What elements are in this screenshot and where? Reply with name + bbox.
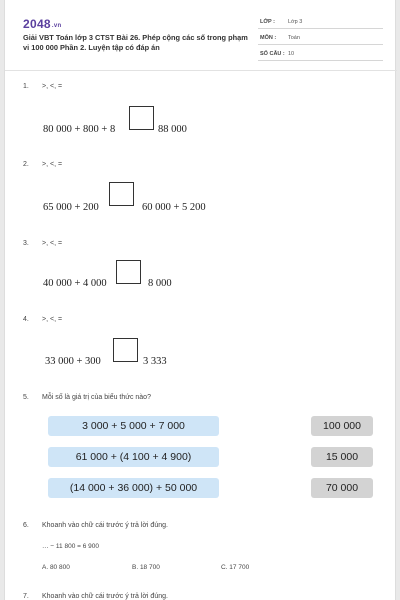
worksheet-page xyxy=(4,0,396,600)
answer-option-b[interactable]: B. 18 700 xyxy=(132,564,160,571)
question-prompt: >, <, = xyxy=(42,161,63,168)
meta-value: 10 xyxy=(288,51,295,57)
meta-value: Toán xyxy=(288,35,300,41)
meta-key: LỚP : xyxy=(260,19,275,25)
question-number: 3. xyxy=(23,240,29,247)
answer-option-a[interactable]: A. 80 800 xyxy=(42,564,70,571)
value-card[interactable]: 70 000 xyxy=(311,478,373,498)
question-number: 2. xyxy=(23,161,29,168)
value-card[interactable]: 15 000 xyxy=(311,447,373,467)
comparison-right: 88 000 xyxy=(158,124,187,135)
comparison-right: 60 000 + 5 200 xyxy=(142,202,206,213)
question-number: 7. xyxy=(23,593,29,600)
answer-box[interactable] xyxy=(113,338,138,362)
answer-box[interactable] xyxy=(116,260,141,284)
answer-box[interactable] xyxy=(129,106,154,130)
question-prompt: Khoanh vào chữ cái trước ý trả lời đúng. xyxy=(42,593,168,600)
comparison-left: 33 000 + 300 xyxy=(45,356,101,367)
logo-suffix: .vn xyxy=(51,23,62,29)
worksheet-header xyxy=(5,0,397,70)
question-prompt: Mỗi số là giá trị của biểu thức nào? xyxy=(42,394,151,401)
answer-box[interactable] xyxy=(109,182,134,206)
comparison-left: 65 000 + 200 xyxy=(43,202,99,213)
question-number: 5. xyxy=(23,394,29,401)
meta-value: Lớp 3 xyxy=(288,19,303,25)
expression-card[interactable]: 3 000 + 5 000 + 7 000 xyxy=(48,416,219,436)
meta-key: SỐ CÂU : xyxy=(260,51,285,57)
value-card[interactable]: 100 000 xyxy=(311,416,373,436)
meta-row-class xyxy=(258,15,383,29)
comparison-left: 40 000 + 4 000 xyxy=(43,278,107,289)
meta-key: MÔN : xyxy=(260,35,277,41)
meta-row-count xyxy=(258,47,383,61)
question-prompt: >, <, = xyxy=(42,83,63,90)
equation-text: … − 11 800 = 6 900 xyxy=(42,543,99,550)
worksheet-meta xyxy=(258,15,383,63)
meta-row-subject xyxy=(258,31,383,45)
answer-option-c[interactable]: C. 17 700 xyxy=(221,564,250,571)
question-number: 1. xyxy=(23,83,29,90)
question-prompt: >, <, = xyxy=(42,316,63,323)
site-logo[interactable] xyxy=(23,17,61,31)
header-divider xyxy=(5,70,397,71)
question-prompt: >, <, = xyxy=(42,240,63,247)
question-prompt: Khoanh vào chữ cái trước ý trả lời đúng. xyxy=(42,522,168,529)
worksheet-title: Giải VBT Toán lớp 3 CTST Bài 26. Phép cộng các số trong phạm vi 100 000 Phần 2. Luyện tập có đáp án xyxy=(23,33,248,52)
comparison-left: 80 000 + 800 + 8 xyxy=(43,124,116,135)
expression-card[interactable]: 61 000 + (4 100 + 4 900) xyxy=(48,447,219,467)
expression-card[interactable]: (14 000 + 36 000) + 50 000 xyxy=(48,478,219,498)
logo-text: 2048 xyxy=(23,17,51,31)
comparison-right: 3 333 xyxy=(143,356,167,367)
question-number: 4. xyxy=(23,316,29,323)
question-number: 6. xyxy=(23,522,29,529)
comparison-right: 8 000 xyxy=(148,278,172,289)
